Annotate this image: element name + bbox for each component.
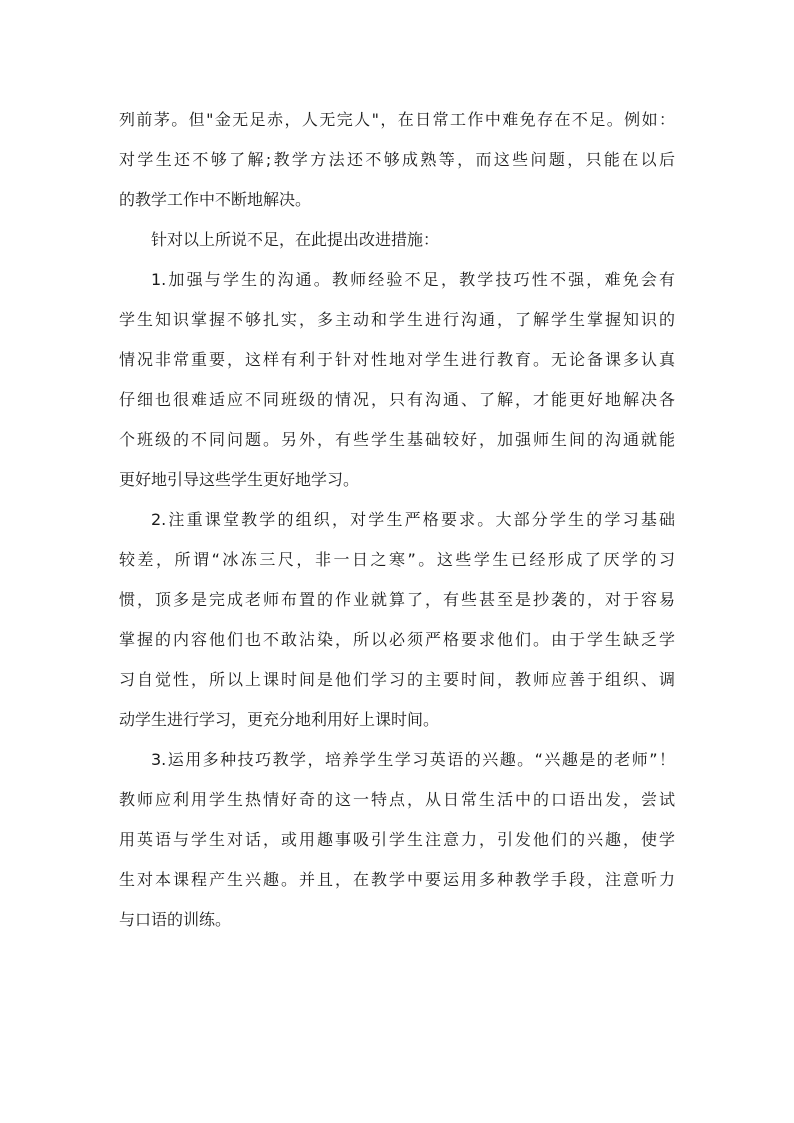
paragraph-3-line: 3.运用多种技巧教学，培养学生学习英语的兴趣。“兴趣是的老师”！ (151, 750, 675, 769)
paragraph-3-line: 与口语的训练。 (119, 910, 232, 929)
paragraph-3-line: 生对本课程产生兴趣。并且，在教学中要运用多种教学手段，注意听力 (119, 870, 675, 889)
document-body (119, 100, 675, 940)
paragraph-2-line: 惯，顶多是完成老师布置的作业就算了，有些甚至是抄袭的，对于容易 (119, 590, 675, 609)
paragraph-1-line: 更好地引导这些学生更好地学习。 (119, 470, 360, 489)
body-line: 列前茅。但"金无足赤，人无完人"，在日常工作中难免存在不足。例如： (119, 110, 675, 129)
paragraph-2-line: 动学生进行学习，更充分地利用好上课时间。 (119, 710, 440, 729)
paragraph-1-line: 1.加强与学生的沟通。教师经验不足，教学技巧性不强，难免会有 (151, 270, 675, 289)
paragraph-2-line: 较差，所谓“冰冻三尺，非一日之寒”。这些学生已经形成了厌学的习 (119, 550, 675, 569)
paragraph-3-line: 用英语与学生对话，或用趣事吸引学生注意力，引发他们的兴趣，使学 (119, 830, 675, 849)
body-line: 对学生还不够了解;教学方法还不够成熟等，而这些问题，只能在以后 (119, 150, 675, 169)
paragraph-1-line: 仔细也很难适应不同班级的情况，只有沟通、了解，才能更好地解决各 (119, 390, 675, 409)
paragraph-1-line: 学生知识掌握不够扎实，多主动和学生进行沟通，了解学生掌握知识的 (119, 310, 675, 329)
paragraph-3-line: 教师应利用学生热情好奇的这一特点，从日常生活中的口语出发，尝试 (119, 790, 675, 809)
paragraph-1-line: 个班级的不同问题。另外，有些学生基础较好，加强师生间的沟通就能 (119, 430, 675, 449)
body-line: 的教学工作中不断地解决。 (119, 190, 312, 209)
body-line: 针对以上所说不足，在此提出改进措施： (151, 230, 440, 249)
paragraph-2-line: 掌握的内容他们也不敢沾染，所以必须严格要求他们。由于学生缺乏学 (119, 630, 675, 649)
paragraph-1-line: 情况非常重要，这样有利于针对性地对学生进行教育。无论备课多认真 (119, 350, 675, 369)
paragraph-2-line: 习自觉性，所以上课时间是他们学习的主要时间，教师应善于组织、调 (119, 670, 675, 689)
paragraph-2-line: 2.注重课堂教学的组织，对学生严格要求。大部分学生的学习基础 (151, 510, 675, 529)
